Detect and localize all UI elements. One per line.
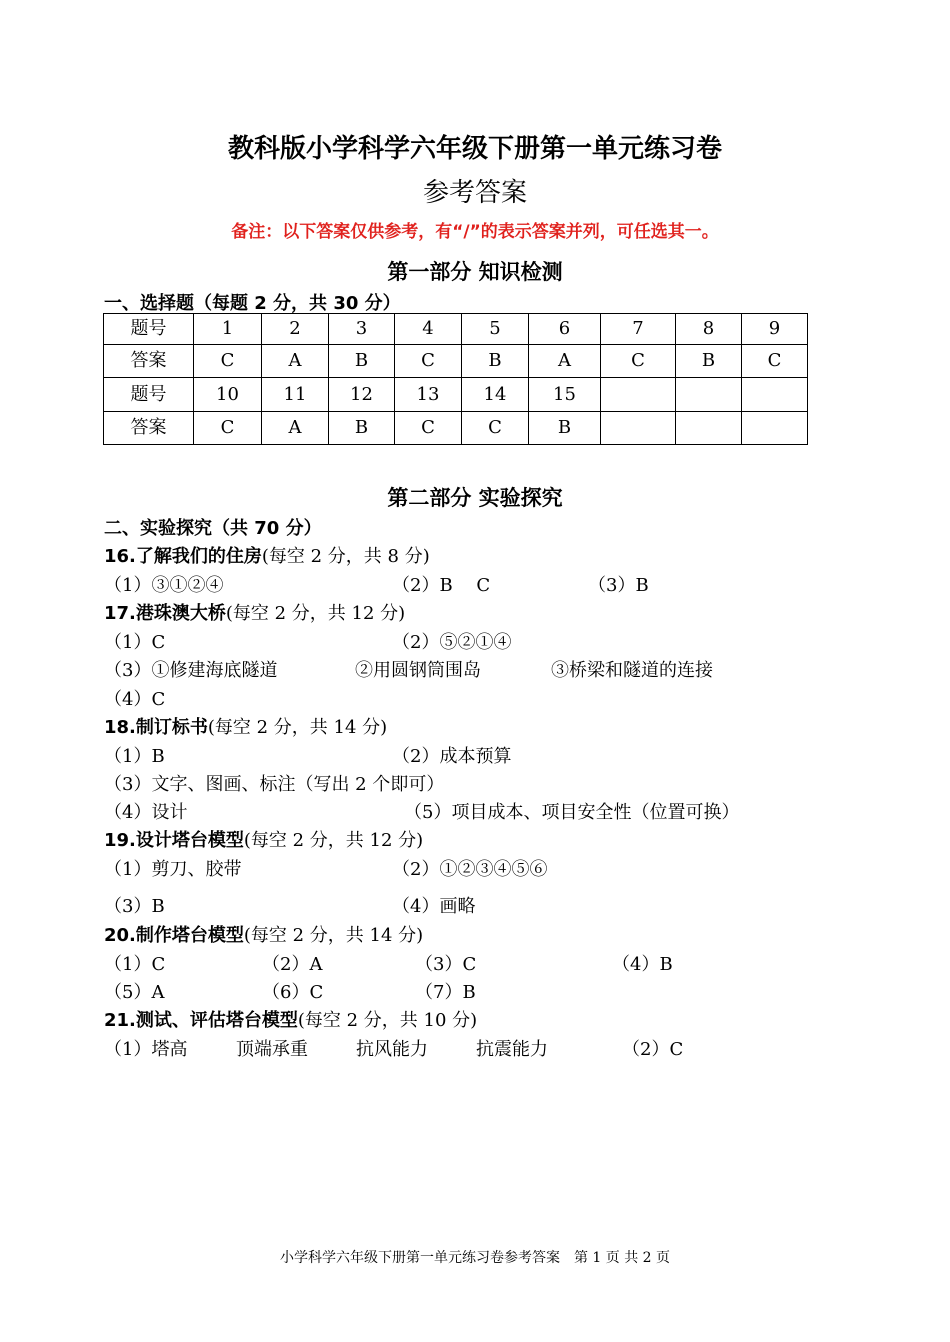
q17-answer-4: （4）C xyxy=(104,689,166,710)
table-cell: B xyxy=(329,412,395,445)
document-subtitle: 参考答案 xyxy=(422,178,527,208)
q16-answer-1: （1）③①②④ xyxy=(104,575,224,596)
table-cell: 13 xyxy=(395,378,462,412)
question-19-name: 19.设计塔台模型 xyxy=(104,830,244,851)
q16-answer-3: （3）B xyxy=(588,575,649,596)
table-cell xyxy=(676,378,742,412)
table-cell: 题号 xyxy=(104,378,194,412)
q21-answer-1a: （1）塔高 xyxy=(104,1039,188,1060)
question-20-score: (每空 2 分，共 14 分) xyxy=(243,925,424,946)
question-17-title xyxy=(104,599,405,625)
question-18-name: 18.制订标书 xyxy=(104,717,208,738)
q19-answer-3: （3）B xyxy=(104,896,165,917)
table-row-question-numbers-1 xyxy=(104,314,808,345)
section2-title: 二、实验探究（共 70 分） xyxy=(104,518,322,539)
table-cell: C xyxy=(742,345,808,378)
table-cell: 14 xyxy=(462,378,529,412)
document-title: 教科版小学科学六年级下册第一单元练习卷 xyxy=(227,134,722,164)
answer-note: 备注：以下答案仅供参考，有“/”的表示答案并列，可任选其一。 xyxy=(231,222,719,242)
table-cell: B xyxy=(529,412,601,445)
choice-answer-table xyxy=(103,313,808,445)
table-cell: C xyxy=(194,345,262,378)
q17-answer-1: （1）C xyxy=(104,632,166,653)
question-16-name: 16.了解我们的住房 xyxy=(104,546,262,567)
table-cell: 9 xyxy=(742,314,808,345)
table-cell: 6 xyxy=(529,314,601,345)
question-16-title xyxy=(104,542,430,568)
q18-answer-4: （4）设计 xyxy=(104,802,188,823)
q20-answer-4: （4）B xyxy=(612,954,673,975)
q17-answer-3a: （3）①修建海底隧道 xyxy=(104,660,278,681)
question-20-name: 20.制作塔台模型 xyxy=(104,925,244,946)
q20-answer-6: （6）C xyxy=(262,982,324,1003)
q20-answer-7: （7）B xyxy=(415,982,476,1003)
table-cell: 12 xyxy=(329,378,395,412)
table-cell xyxy=(601,378,676,412)
table-cell: 4 xyxy=(395,314,462,345)
table-cell: C xyxy=(462,412,529,445)
question-16-score: (每空 2 分，共 8 分) xyxy=(261,546,430,567)
table-cell: B xyxy=(462,345,529,378)
table-cell: 7 xyxy=(601,314,676,345)
q20-answer-5: （5）A xyxy=(104,982,165,1003)
q18-answer-1: （1）B xyxy=(104,746,165,767)
table-cell: 答案 xyxy=(104,345,194,378)
table-cell xyxy=(676,412,742,445)
q20-answer-2: （2）A xyxy=(262,954,323,975)
question-21-name: 21.测试、评估塔台模型 xyxy=(104,1010,298,1031)
question-17-score: (每空 2 分，共 12 分) xyxy=(225,603,406,624)
q21-answer-1b: 顶端承重 xyxy=(236,1039,308,1060)
question-20-title xyxy=(104,921,423,947)
question-21-title xyxy=(104,1006,477,1032)
table-row-answers-1 xyxy=(104,345,808,378)
question-19-title xyxy=(104,826,423,852)
q21-answer-2: （2）C xyxy=(622,1039,684,1060)
table-cell: C xyxy=(194,412,262,445)
table-cell: 11 xyxy=(262,378,329,412)
table-cell: 答案 xyxy=(104,412,194,445)
question-18-score: (每空 2 分，共 14 分) xyxy=(207,717,388,738)
q19-answer-1: （1）剪刀、胶带 xyxy=(104,859,242,880)
q16-answer-2: （2）B C xyxy=(392,575,491,596)
part1-title: 第一部分 知识检测 xyxy=(387,260,563,284)
table-cell: A xyxy=(262,412,329,445)
question-19-score: (每空 2 分，共 12 分) xyxy=(243,830,424,851)
table-cell: 5 xyxy=(462,314,529,345)
table-cell: C xyxy=(601,345,676,378)
table-cell: 3 xyxy=(329,314,395,345)
table-cell: B xyxy=(676,345,742,378)
table-cell: C xyxy=(395,345,462,378)
q21-answer-1c: 抗风能力 xyxy=(356,1039,428,1060)
q17-answer-3b: ②用圆钢筒围岛 xyxy=(355,660,481,681)
table-cell xyxy=(742,378,808,412)
q18-answer-3: （3）文字、图画、标注（写出 2 个即可） xyxy=(104,774,445,795)
question-17-name: 17.港珠澳大桥 xyxy=(104,603,226,624)
table-cell: C xyxy=(395,412,462,445)
table-cell: 2 xyxy=(262,314,329,345)
q18-answer-2: （2）成本预算 xyxy=(392,746,512,767)
table-cell: A xyxy=(262,345,329,378)
page-footer: 小学科学六年级下册第一单元练习卷参考答案 第 1 页 共 2 页 xyxy=(279,1250,671,1266)
table-row-answers-2 xyxy=(104,412,808,445)
q21-answer-1d: 抗震能力 xyxy=(476,1039,548,1060)
section1-title: 一、选择题（每题 2 分，共 30 分） xyxy=(104,293,401,314)
question-21-score: (每空 2 分，共 10 分) xyxy=(297,1010,478,1031)
table-cell: 10 xyxy=(194,378,262,412)
q19-answer-2: （2）①②③④⑤⑥ xyxy=(392,859,548,880)
part2-title: 第二部分 实验探究 xyxy=(387,486,563,510)
q20-answer-3: （3）C xyxy=(415,954,477,975)
table-cell xyxy=(601,412,676,445)
table-cell: B xyxy=(329,345,395,378)
table-cell: A xyxy=(529,345,601,378)
table-cell: 8 xyxy=(676,314,742,345)
table-cell: 题号 xyxy=(104,314,194,345)
q20-answer-1: （1）C xyxy=(104,954,166,975)
question-18-title xyxy=(104,713,387,739)
table-cell: 15 xyxy=(529,378,601,412)
table-cell xyxy=(742,412,808,445)
q17-answer-3c: ③桥梁和隧道的连接 xyxy=(551,660,713,681)
table-cell: 1 xyxy=(194,314,262,345)
q18-answer-5: （5）项目成本、项目安全性（位置可换） xyxy=(404,802,740,823)
table-row-question-numbers-2 xyxy=(104,378,808,412)
q19-answer-4: （4）画略 xyxy=(392,896,476,917)
q17-answer-2: （2）⑤②①④ xyxy=(392,632,512,653)
